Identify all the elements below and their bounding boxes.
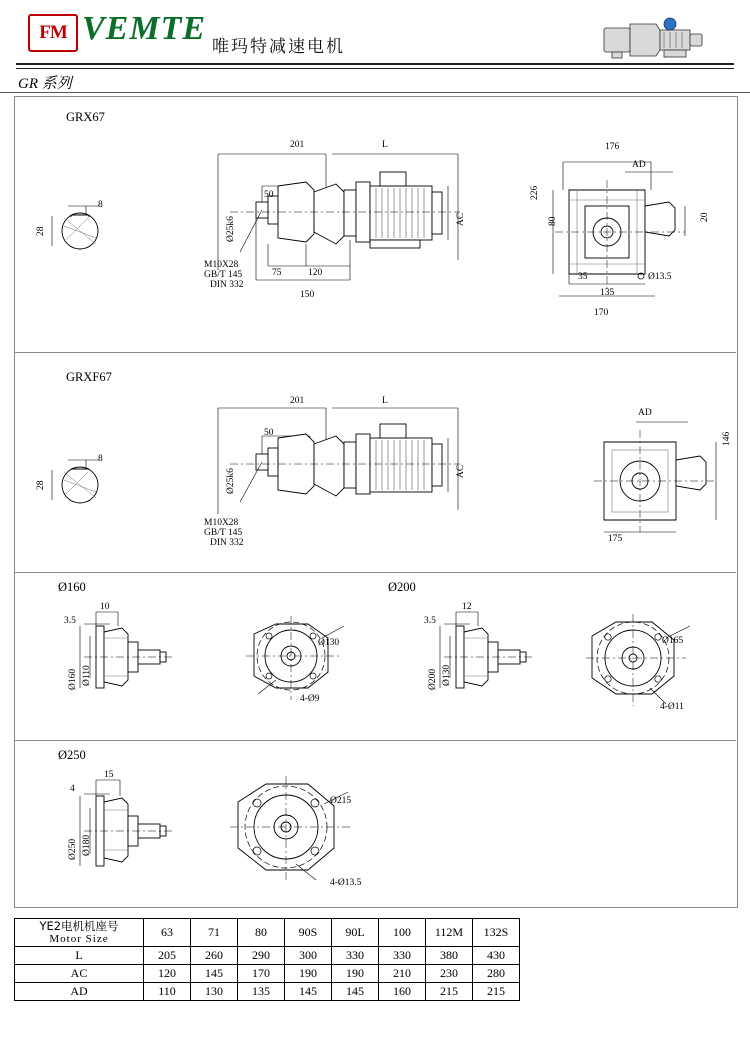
table-header-en: Motor Size (49, 933, 109, 945)
cell-AC-1: 145 (191, 965, 238, 983)
dim-key-height-grxf67: 28 (36, 480, 46, 490)
flange-side-160 (70, 602, 200, 702)
dim-AD-grxf67: AD (638, 408, 652, 418)
col-head-6: 112M (426, 919, 473, 947)
dim-176-grx67: 176 (605, 142, 620, 152)
dim-135-grx67: 135 (600, 288, 615, 298)
std-gb145-grx67: GB/T 145 (204, 270, 243, 280)
dim-120-grx67: 120 (308, 268, 323, 278)
dim-od-160: Ø160 (68, 668, 78, 690)
series-divider (0, 92, 750, 93)
row-label-AD: AD (15, 983, 144, 1001)
dim-key-width-grx67: 8 (98, 200, 103, 210)
col-head-5: 100 (379, 919, 426, 947)
dim-75-grx67: 75 (272, 268, 282, 278)
col-head-2: 80 (238, 919, 285, 947)
cell-L-7: 430 (473, 947, 520, 965)
cell-L-5: 330 (379, 947, 426, 965)
dim-holes-250: 4-Ø13.5 (330, 878, 362, 888)
cell-L-4: 330 (332, 947, 379, 965)
cell-AC-4: 190 (332, 965, 379, 983)
page-header (0, 0, 750, 92)
col-head-7: 132S (473, 919, 520, 947)
table-header-cn: YE2电机机座号 (39, 919, 119, 933)
dim-tap-grxf67: M10X28 (204, 518, 239, 528)
flange-side-200 (430, 602, 560, 702)
gear-motor-icon (598, 14, 708, 64)
dim-20-grx67: 20 (700, 212, 710, 222)
dim-146-grxf67: 146 (722, 431, 732, 446)
dim-bolt-circle-200: Ø165 (662, 636, 684, 646)
cell-L-2: 290 (238, 947, 285, 965)
cell-AD-6: 215 (426, 983, 473, 1001)
std-gb145-grxf67: GB/T 145 (204, 528, 243, 538)
table-row (15, 983, 520, 1001)
dim-L-grxf67: L (382, 396, 388, 406)
dim-t-160: 10 (100, 602, 110, 612)
cell-L-1: 260 (191, 947, 238, 965)
header-divider (16, 63, 734, 65)
dim-t2-200: 3.5 (424, 616, 436, 626)
dim-od-250: Ø250 (68, 838, 78, 860)
brand-name-cn: 唯玛特减速电机 (212, 37, 345, 57)
table-header-row (15, 919, 520, 947)
cell-AC-2: 170 (238, 965, 285, 983)
cell-L-0: 205 (144, 947, 191, 965)
section-title-grxf67: GRXF67 (66, 370, 112, 384)
flange-side-250 (70, 770, 200, 880)
dim-tap-grx67: M10X28 (204, 260, 239, 270)
flange-front-160 (236, 610, 356, 710)
logo-mark (28, 14, 78, 52)
cell-AC-5: 210 (379, 965, 426, 983)
cell-AC-0: 120 (144, 965, 191, 983)
flange-front-250 (224, 772, 364, 892)
cell-AD-0: 110 (144, 983, 191, 1001)
row-label-L: L (15, 947, 144, 965)
dim-226-grx67: 226 (530, 185, 540, 200)
dim-t2-160: 3.5 (64, 616, 76, 626)
motor-size-table (14, 918, 520, 1001)
dim-t2-250: 4 (70, 784, 75, 794)
dim-L-grx67: L (382, 140, 388, 150)
flange-title-200: Ø200 (388, 580, 416, 594)
table-row (15, 947, 520, 965)
table-corner-cell (15, 919, 144, 947)
dim-holes-160: 4-Ø9 (300, 694, 320, 704)
dim-hole-grx67: Ø13.5 (648, 272, 672, 282)
dim-80-grx67: 80 (548, 216, 558, 226)
cell-AD-4: 145 (332, 983, 379, 1001)
cell-AC-6: 230 (426, 965, 473, 983)
section-divider-2 (14, 572, 736, 573)
dim-50-grx67: 50 (264, 190, 274, 200)
dim-holes-200: 4-Ø11 (660, 702, 684, 712)
dim-175-grxf67: 175 (608, 534, 623, 544)
col-head-4: 90L (332, 919, 379, 947)
cell-AD-3: 145 (285, 983, 332, 1001)
dim-201-grx67: 201 (290, 140, 305, 150)
dim-bolt-circle-250: Ø215 (330, 796, 352, 806)
dim-t-200: 12 (462, 602, 472, 612)
cell-L-3: 300 (285, 947, 332, 965)
dim-shaft-grx67: Ø25k6 (226, 216, 236, 242)
std-din332-grx67: DIN 332 (210, 280, 244, 290)
dim-170-grx67: 170 (594, 308, 609, 318)
dim-35-grx67: 35 (578, 272, 588, 282)
side-view-grx67 (210, 140, 480, 300)
dim-shaft-grxf67: Ø25k6 (226, 468, 236, 494)
flange-front-200 (578, 610, 703, 715)
table-row (15, 965, 520, 983)
col-head-3: 90S (285, 919, 332, 947)
logo-text: FM (39, 22, 67, 43)
row-label-AC: AC (15, 965, 144, 983)
cell-L-6: 380 (426, 947, 473, 965)
flange-title-160: Ø160 (58, 580, 86, 594)
dim-t-250: 15 (104, 770, 114, 780)
end-view-grxf67 (588, 412, 728, 542)
header-divider-2 (16, 68, 734, 69)
dim-od-200: Ø200 (428, 668, 438, 690)
dim-AD-grx67: AD (632, 160, 646, 170)
flange-title-250: Ø250 (58, 748, 86, 762)
dim-50-grxf67: 50 (264, 428, 274, 438)
keyway-section-grx67 (40, 196, 130, 256)
end-view-grx67 (545, 150, 705, 310)
section-divider-3 (14, 740, 736, 741)
cell-AD-2: 135 (238, 983, 285, 1001)
brand-name: VEMTE (82, 10, 207, 47)
cell-AC-3: 190 (285, 965, 332, 983)
dim-AC-grx67: AC (456, 212, 466, 226)
dim-key-height-grx67: 28 (36, 226, 46, 236)
dim-pcd-160: Ø110 (82, 665, 92, 686)
col-head-1: 71 (191, 919, 238, 947)
col-head-0: 63 (144, 919, 191, 947)
keyway-section-grxf67 (40, 450, 130, 510)
cell-AD-5: 160 (379, 983, 426, 1001)
dim-key-width-grxf67: 8 (98, 454, 103, 464)
side-view-grxf67 (210, 394, 480, 544)
series-label: GR 系列 (18, 76, 72, 92)
section-title-grx67: GRX67 (66, 110, 105, 124)
section-divider-1 (14, 352, 736, 353)
dim-AC-grxf67: AC (456, 464, 466, 478)
dim-bolt-circle-160: Ø130 (318, 638, 340, 648)
std-din332-grxf67: DIN 332 (210, 538, 244, 548)
dim-pcd-200: Ø130 (442, 664, 452, 686)
cell-AC-7: 280 (473, 965, 520, 983)
dim-pcd-250: Ø180 (82, 834, 92, 856)
dim-150-grx67: 150 (300, 290, 315, 300)
dim-201-grxf67: 201 (290, 396, 305, 406)
cell-AD-1: 130 (191, 983, 238, 1001)
cell-AD-7: 215 (473, 983, 520, 1001)
